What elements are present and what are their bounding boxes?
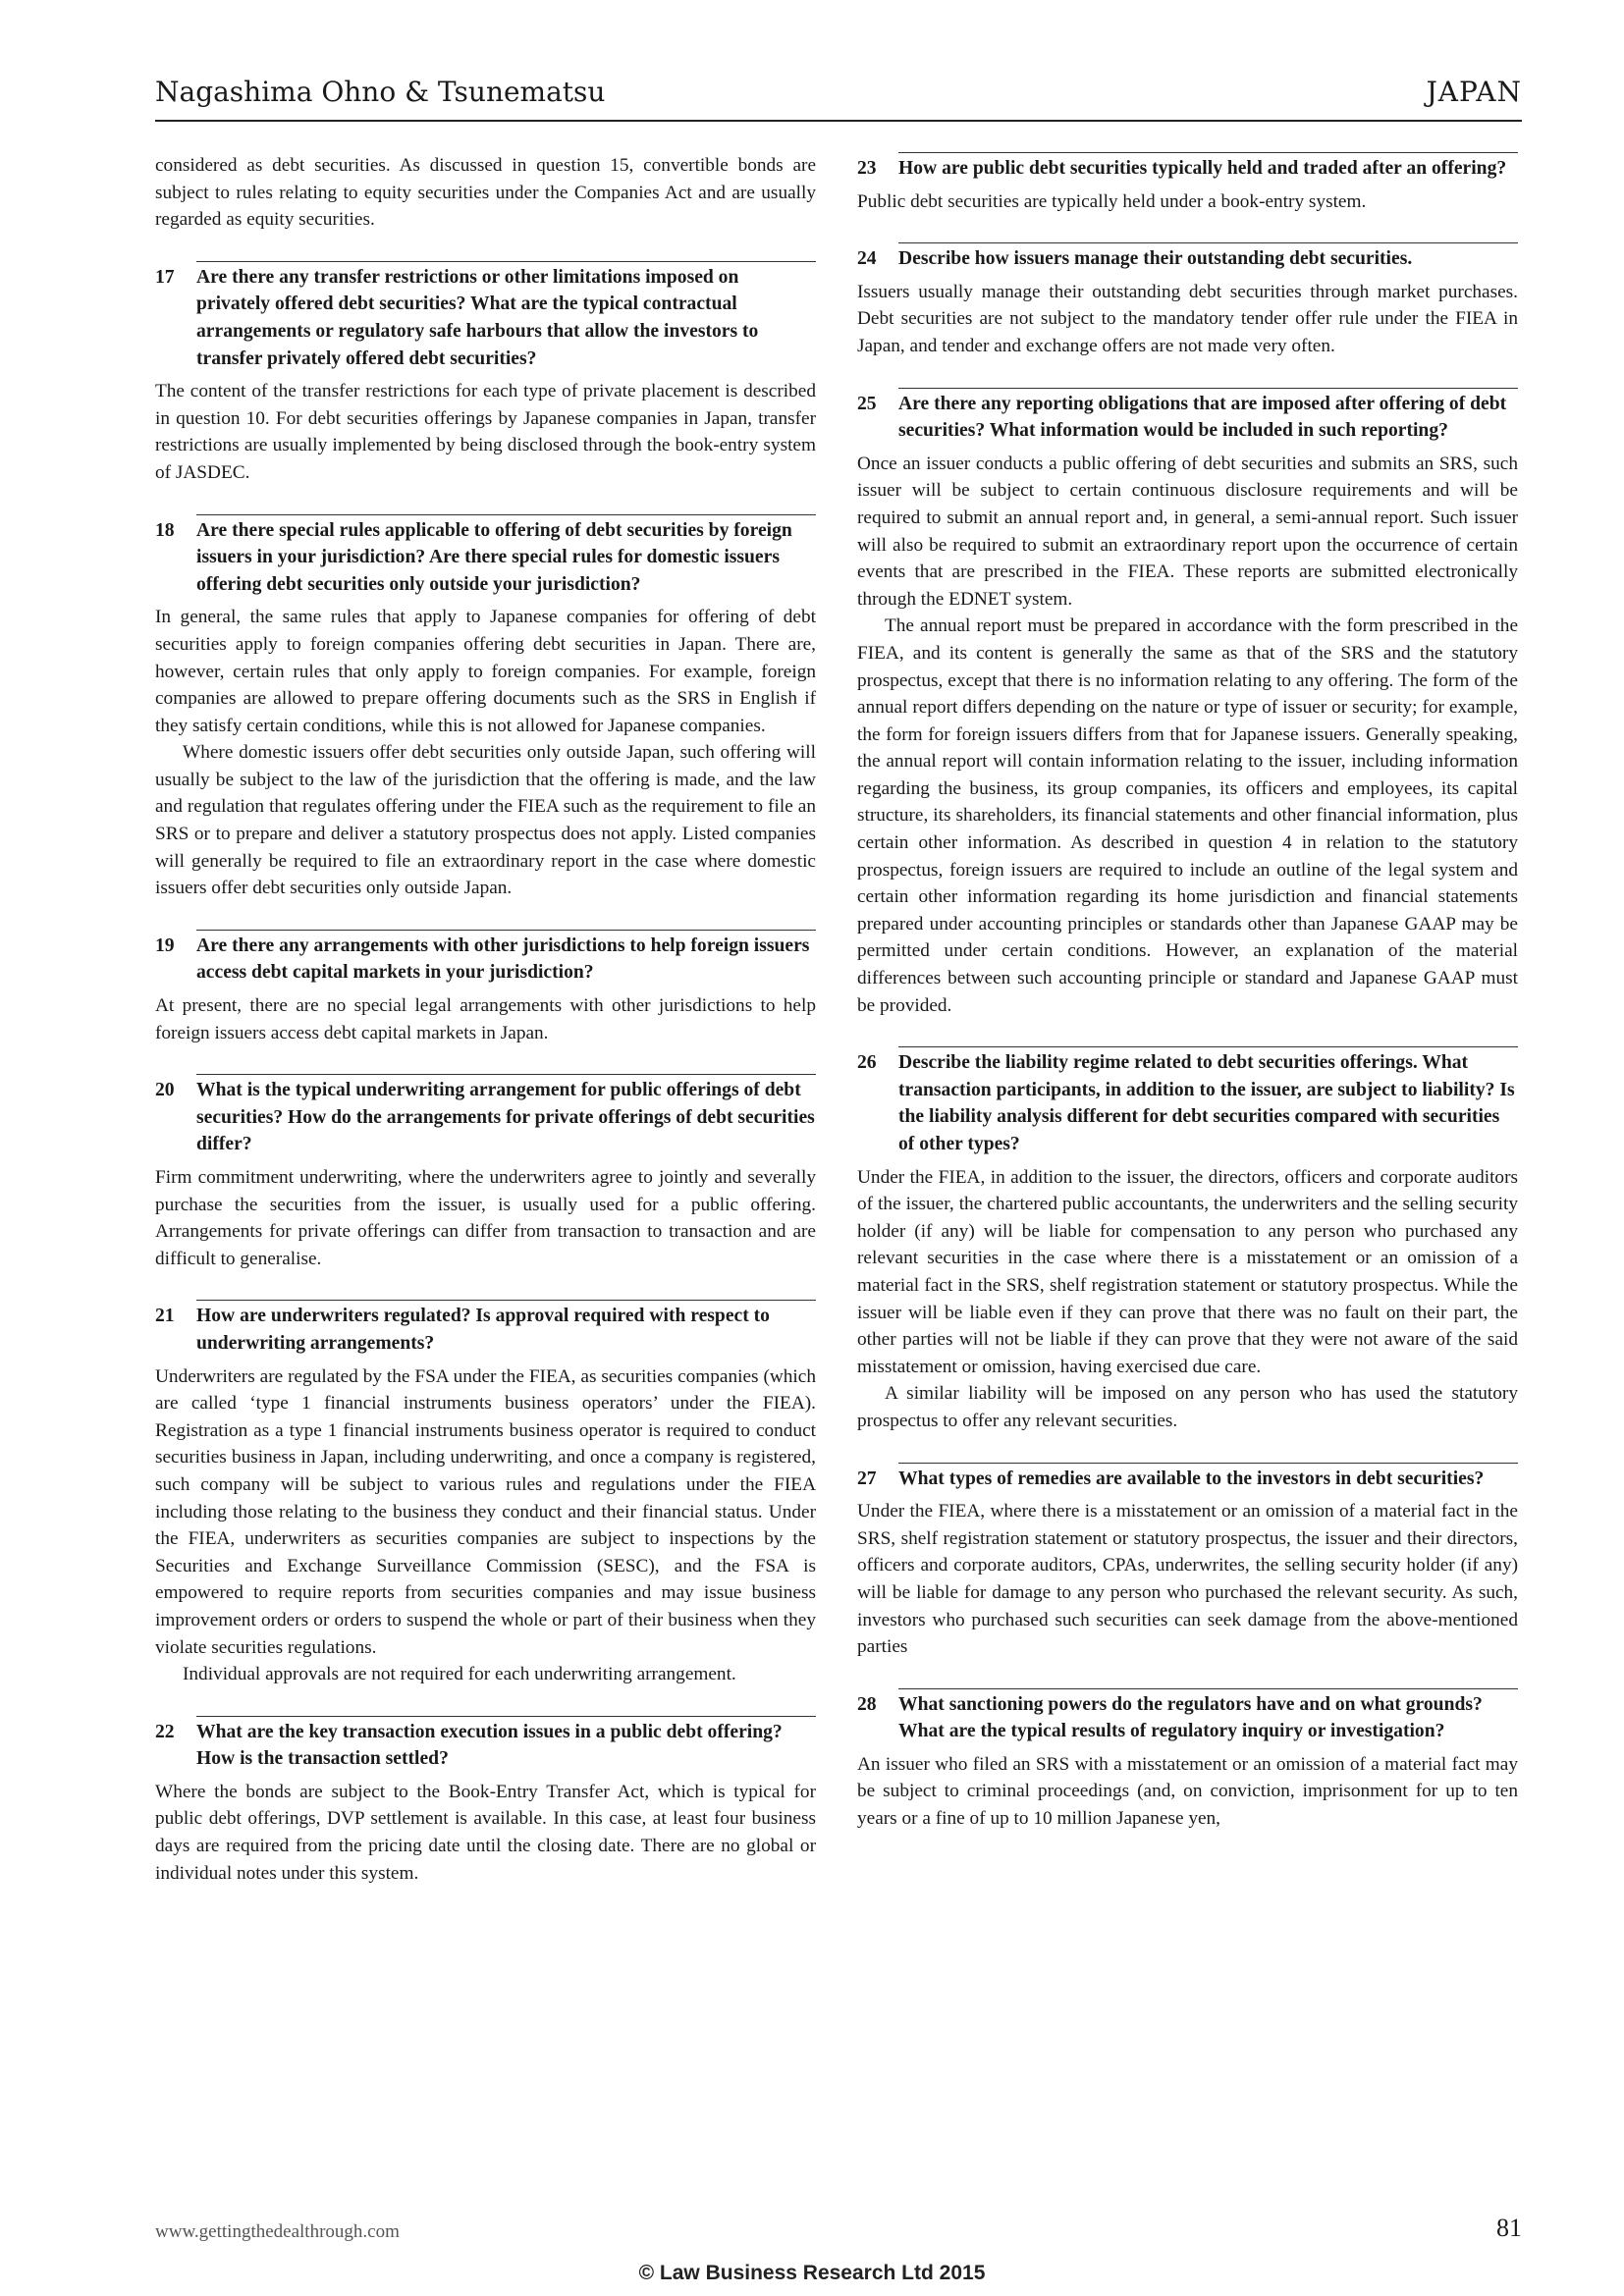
answer-paragraph: An issuer who filed an SRS with a misstatement or an omission of a material fact may be subject to criminal proceedings (and, on conviction, imprisonment for up to ten years or a fine of up to 10 million Japanese yen, <box>857 1753 1518 1830</box>
answer-paragraph: Once an issuer conducts a public offering of debt securities and submits an SRS, such issuer will be subject to certain continuous disclosure requirements and will be required to submit an annual report and, in general, a semi-annual report. Such issuer will also be required to submit an extraordinary report upon the occurrence of certain events that are prescribed in the FIEA. These reports are submitted electronically through the EDNET system. <box>857 453 1518 610</box>
question-text: Describe the liability regime related to debt securities offerings. What transaction participants, in addition to the issuer, are subject to liability? Is the liability analysis different for debt securities compared with securities of other types? <box>898 1052 1515 1154</box>
question-section <box>155 1716 816 1888</box>
question-section <box>155 1074 816 1272</box>
question-section <box>857 1688 1518 1833</box>
answer-paragraph: Where domestic issuers offer debt securities only outside Japan, such offering will usually be subject to the law of the jurisdiction that the offering is made, and the law and regulation that regulates offering under the FIEA such as the requirement to file an SRS or to prepare and deliver a statutory prospectus does not apply. Listed companies will generally be required to file an extraordinary report in the case where domestic issuers offer debt securities only outside Japan. <box>155 742 816 899</box>
question-heading <box>155 1300 816 1357</box>
question-number: 18 <box>155 519 175 541</box>
question-text: Are there special rules applicable to offering of debt securities by foreign issuers in your jurisdiction? Are there special rules for domestic issuers offering debt securities only outside your jurisdiction? <box>196 519 792 595</box>
question-text: What are the key transaction execution issues in a public debt offering? How is the transaction settled? <box>196 1721 783 1770</box>
footer-url: www.gettingthedealthrough.com <box>155 2221 400 2242</box>
question-section <box>155 1300 816 1687</box>
question-heading <box>155 1716 816 1773</box>
question-section <box>155 152 816 234</box>
question-text: How are public debt securities typically held and traded after an offering? <box>898 158 1507 179</box>
answer-paragraph: The content of the transfer restrictions for each type of private placement is described in question 10. For debt securities offerings by Japanese companies in Japan, transfer restrictions are usually implemented by being disclosed through the book-entry system of JASDEC. <box>155 381 816 483</box>
answer-paragraph: A similar liability will be imposed on any person who has used the statutory prospectus to offer any relevant securities. <box>857 1383 1518 1431</box>
question-number: 25 <box>857 393 877 414</box>
answer-paragraph: The annual report must be prepared in accordance with the form prescribed in the FIEA, and its content is generally the same as that of the SRS and the statutory prospectus, except that there is no information relating to any offering. The form of the annual report differs depending on the nature or type of issuer or security; for example, the form for foreign issuers differs from that for Japanese issuers. Generally speaking, the annual report will contain information relating to the issuer, including information regarding the business, its group companies, its officers and employees, its capital structure, its shareholders, its financial statements and other financial information, plus certain other information. As described in question 4 in relation to the statutory prospectus, foreign issuers are required to include an outline of the legal system and certain other information regarding its home jurisdiction and financial statements prepared under accounting principles or standards other than Japanese GAAP may be permitted under certain conditions. However, an explanation of the material differences between such accounting principle or standard and Japanese GAAP must be provided. <box>857 615 1518 1016</box>
question-heading <box>155 261 816 372</box>
question-number: 22 <box>155 1721 175 1742</box>
question-section <box>857 1046 1518 1434</box>
answer-paragraph: Individual approvals are not required for each underwriting arrangement. <box>183 1664 736 1685</box>
running-header <box>155 69 1522 122</box>
answer-paragraph: At present, there are no special legal arrangements with other jurisdictions to help foreign issuers access debt capital markets in Japan. <box>155 995 816 1043</box>
answer-paragraph: Issuers usually manage their outstanding debt securities through market purchases. Debt securities are not subject to the mandatory tender offer rule under the FIEA in Japan, and tender and exchange offers are not made very often. <box>857 281 1518 356</box>
question-text: How are underwriters regulated? Is approval required with respect to underwriting arrangements? <box>196 1306 770 1354</box>
question-number: 27 <box>857 1468 877 1489</box>
answer-paragraph: In general, the same rules that apply to Japanese companies for offering of debt securities apply to foreign companies offering debt securities in Japan. There are, however, certain rules that only apply to foreign companies. For example, foreign companies are allowed to prepare offering documents such as the SRS in English if they satisfy certain conditions, while this is not allowed for Japanese companies. <box>155 607 816 736</box>
question-section <box>857 388 1518 1020</box>
question-number: 19 <box>155 934 175 956</box>
question-number: 17 <box>155 266 175 288</box>
question-number: 24 <box>857 248 877 270</box>
question-heading <box>857 388 1518 445</box>
question-section <box>155 514 816 902</box>
answer-paragraph: Where the bonds are subject to the Book-Entry Transfer Act, which is typical for public debt offerings, DVP settlement is available. In this case, at least four business days are required from the pricing date until the closing date. There are no global or individual notes under this system. <box>155 1781 816 1884</box>
answer-paragraph: Under the FIEA, where there is a misstatement or an omission of a material fact in the SRS, shelf registration statement or statutory prospectus, the issuer and their directors, officers and corporate auditors, CPAs, underwrites, the selling security holder (if any) will be liable for damage to any person who purchased the relevant security. As such, investors who purchased such securities can seek damage from the above-mentioned parties <box>857 1501 1518 1658</box>
question-text: Are there any transfer restrictions or other limitations imposed on privately offered debt securities? What are the typical contractual arrangements or regulatory safe harbours that allow the investors to transfer privately offered debt securities? <box>196 266 759 369</box>
country-name: JAPAN <box>1426 76 1522 108</box>
question-number: 21 <box>155 1306 175 1327</box>
firm-name: Nagashima Ohno & Tsunematsu <box>155 76 606 108</box>
question-section <box>857 1463 1518 1661</box>
page-number: 81 <box>1496 2214 1522 2242</box>
question-section <box>857 152 1518 215</box>
question-text: What types of remedies are available to the investors in debt securities? <box>898 1468 1485 1489</box>
question-section <box>857 242 1518 359</box>
question-heading <box>857 152 1518 183</box>
answer-paragraph: Firm commitment underwriting, where the underwriters agree to jointly and severally purchase the securities from the issuer, is usually used for a public offering. Arrangements for private offerings can differ from transaction to transaction and are difficult to generalise. <box>155 1167 816 1269</box>
question-heading <box>857 1463 1518 1493</box>
question-heading <box>155 1074 816 1158</box>
question-text: What sanctioning powers do the regulators have and on what grounds? What are the typical results of regulatory inquiry or investigation? <box>898 1693 1483 1742</box>
question-number: 23 <box>857 158 877 179</box>
left-column <box>155 152 816 1887</box>
question-number: 28 <box>857 1693 877 1715</box>
question-text: Describe how issuers manage their outstanding debt securities. <box>898 248 1413 270</box>
question-text: What is the typical underwriting arrangement for public offerings of debt securities? How do the arrangements for private offerings of debt securities differ? <box>196 1080 815 1155</box>
answer-paragraph: Public debt securities are typically held under a book-entry system. <box>857 190 1367 212</box>
question-heading <box>857 242 1518 273</box>
question-text: Are there any arrangements with other jurisdictions to help foreign issuers access debt capital markets in your jurisdiction? <box>196 934 810 984</box>
right-column <box>857 152 1518 1833</box>
answer-paragraph: Under the FIEA, in addition to the issuer, the directors, officers and corporate auditors of the issuer, the chartered public accountants, the underwriters and the selling security holder (if any) will be liable for compensation to any person who purchased any relevant securities in the case where there is a misstatement or an omission of a material fact in the SRS, shelf registration statement or statutory prospectus. While the issuer will be liable even if they can prove that there was no fault on their part, the other parties will not be liable if they can prove that they were not aware of the said misstatement or omission, having exercised due care. <box>857 1166 1518 1377</box>
answer-paragraph: considered as debt securities. As discussed in question 15, convertible bonds are subject to rules relating to equity securities under the Companies Act and are usually regarded as equity securities. <box>155 155 816 231</box>
question-section <box>155 261 816 487</box>
question-heading <box>155 930 816 987</box>
question-heading <box>857 1046 1518 1157</box>
question-text: Are there any reporting obligations that are imposed after offering of debt securities? What information would be included in such reporting? <box>898 393 1507 442</box>
question-number: 20 <box>155 1080 175 1101</box>
answer-paragraph: Underwriters are regulated by the FSA under the FIEA, as securities companies (which are called ‘type 1 financial instruments business operators’ under the FIEA). Registration as a type 1 financial instruments business operator is required to conduct securities business in Japan, including underwriting, and once a company is registered, such company will be subject to various rules and regulations under the FIEA including those relating to the business they conduct and their financial status. Under the FIEA, underwriters as securities companies are subject to inspections by the Securities and Exchange Surveillance Commission (SESC), and the FSA is empowered to require reports from securities companies and may issue business improvement orders or orders to suspend the whole or part of their business when they violate securities regulations. <box>155 1365 816 1658</box>
question-heading <box>857 1688 1518 1745</box>
copyright-notice: © Law Business Research Ltd 2015 <box>638 2262 986 2284</box>
question-heading <box>155 514 816 599</box>
question-number: 26 <box>857 1052 877 1074</box>
question-section <box>155 930 816 1046</box>
